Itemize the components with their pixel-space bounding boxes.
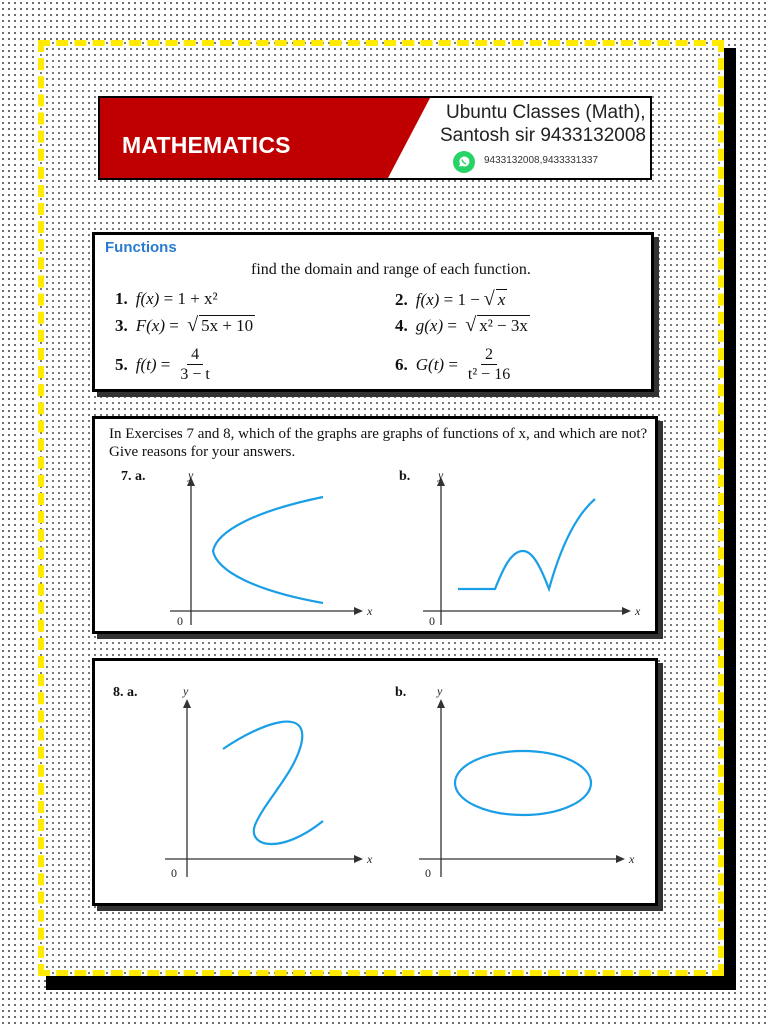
svg-text:0: 0 [429,614,435,628]
svg-text:x: x [367,604,373,618]
problem-2: 2. f(x) = 1 − √ x [395,288,506,310]
svg-text:x: x [629,852,635,866]
whatsapp-icon [452,150,476,174]
graph-8b [419,685,639,885]
teacher-name: Santosh sir [440,125,541,146]
curve-sideways-parabola [213,497,323,603]
graph-7b [423,468,641,633]
header-banner [98,96,652,180]
label-8b: b. [395,685,407,700]
banner-class-name: Ubuntu Classes (Math), [446,102,646,123]
problem-1: 1. f(x) = 1 + x² [115,289,218,308]
graph-8a [161,685,381,885]
graph-7a [165,468,375,633]
problem-4: 4. g(x) = √ x² − 3x [395,314,528,336]
functions-instruction: find the domain and range of each function. [251,261,531,278]
label-7b: b. [399,469,411,484]
curve-ellipse [455,751,591,815]
exercise-8-box [92,658,658,906]
teacher-phone: 9433132008 [540,125,646,146]
problem-5: 5. f(t) = $\frac{4}{3 - t}$ [115,346,210,384]
label-8a: 8. a. [113,685,138,700]
curve-s-shape [223,722,323,844]
svg-text:y: y [437,684,443,698]
exercise-7-box [92,416,658,634]
problem-3: 3. F(x) = √ 5x + 10 [115,314,254,336]
svg-text:y: y [188,468,194,482]
functions-title: Functions [105,239,177,256]
svg-text:0: 0 [171,866,177,880]
svg-text:0: 0 [425,866,431,880]
exercise-instruction: In Exercises 7 and 8, which of the graphs are graphs of functions of x, and which are not? Give reasons for your answers. [109,426,648,460]
label-7a: 7. a. [121,469,146,484]
banner-teacher [440,125,646,147]
functions-box [92,232,654,392]
svg-text:0: 0 [177,614,183,628]
svg-text:y: y [183,684,189,698]
banner-phones: 9433132008,9433331337 [484,155,599,166]
problem-6: 6. G(t) = $\frac{2}{\text{t² − 16}}$ [395,346,511,384]
svg-text:y: y [438,468,444,482]
svg-text:x: x [367,852,373,866]
svg-text:x: x [635,604,641,618]
banner-title: MATHEMATICS [122,132,291,158]
curve-piecewise [458,499,595,589]
